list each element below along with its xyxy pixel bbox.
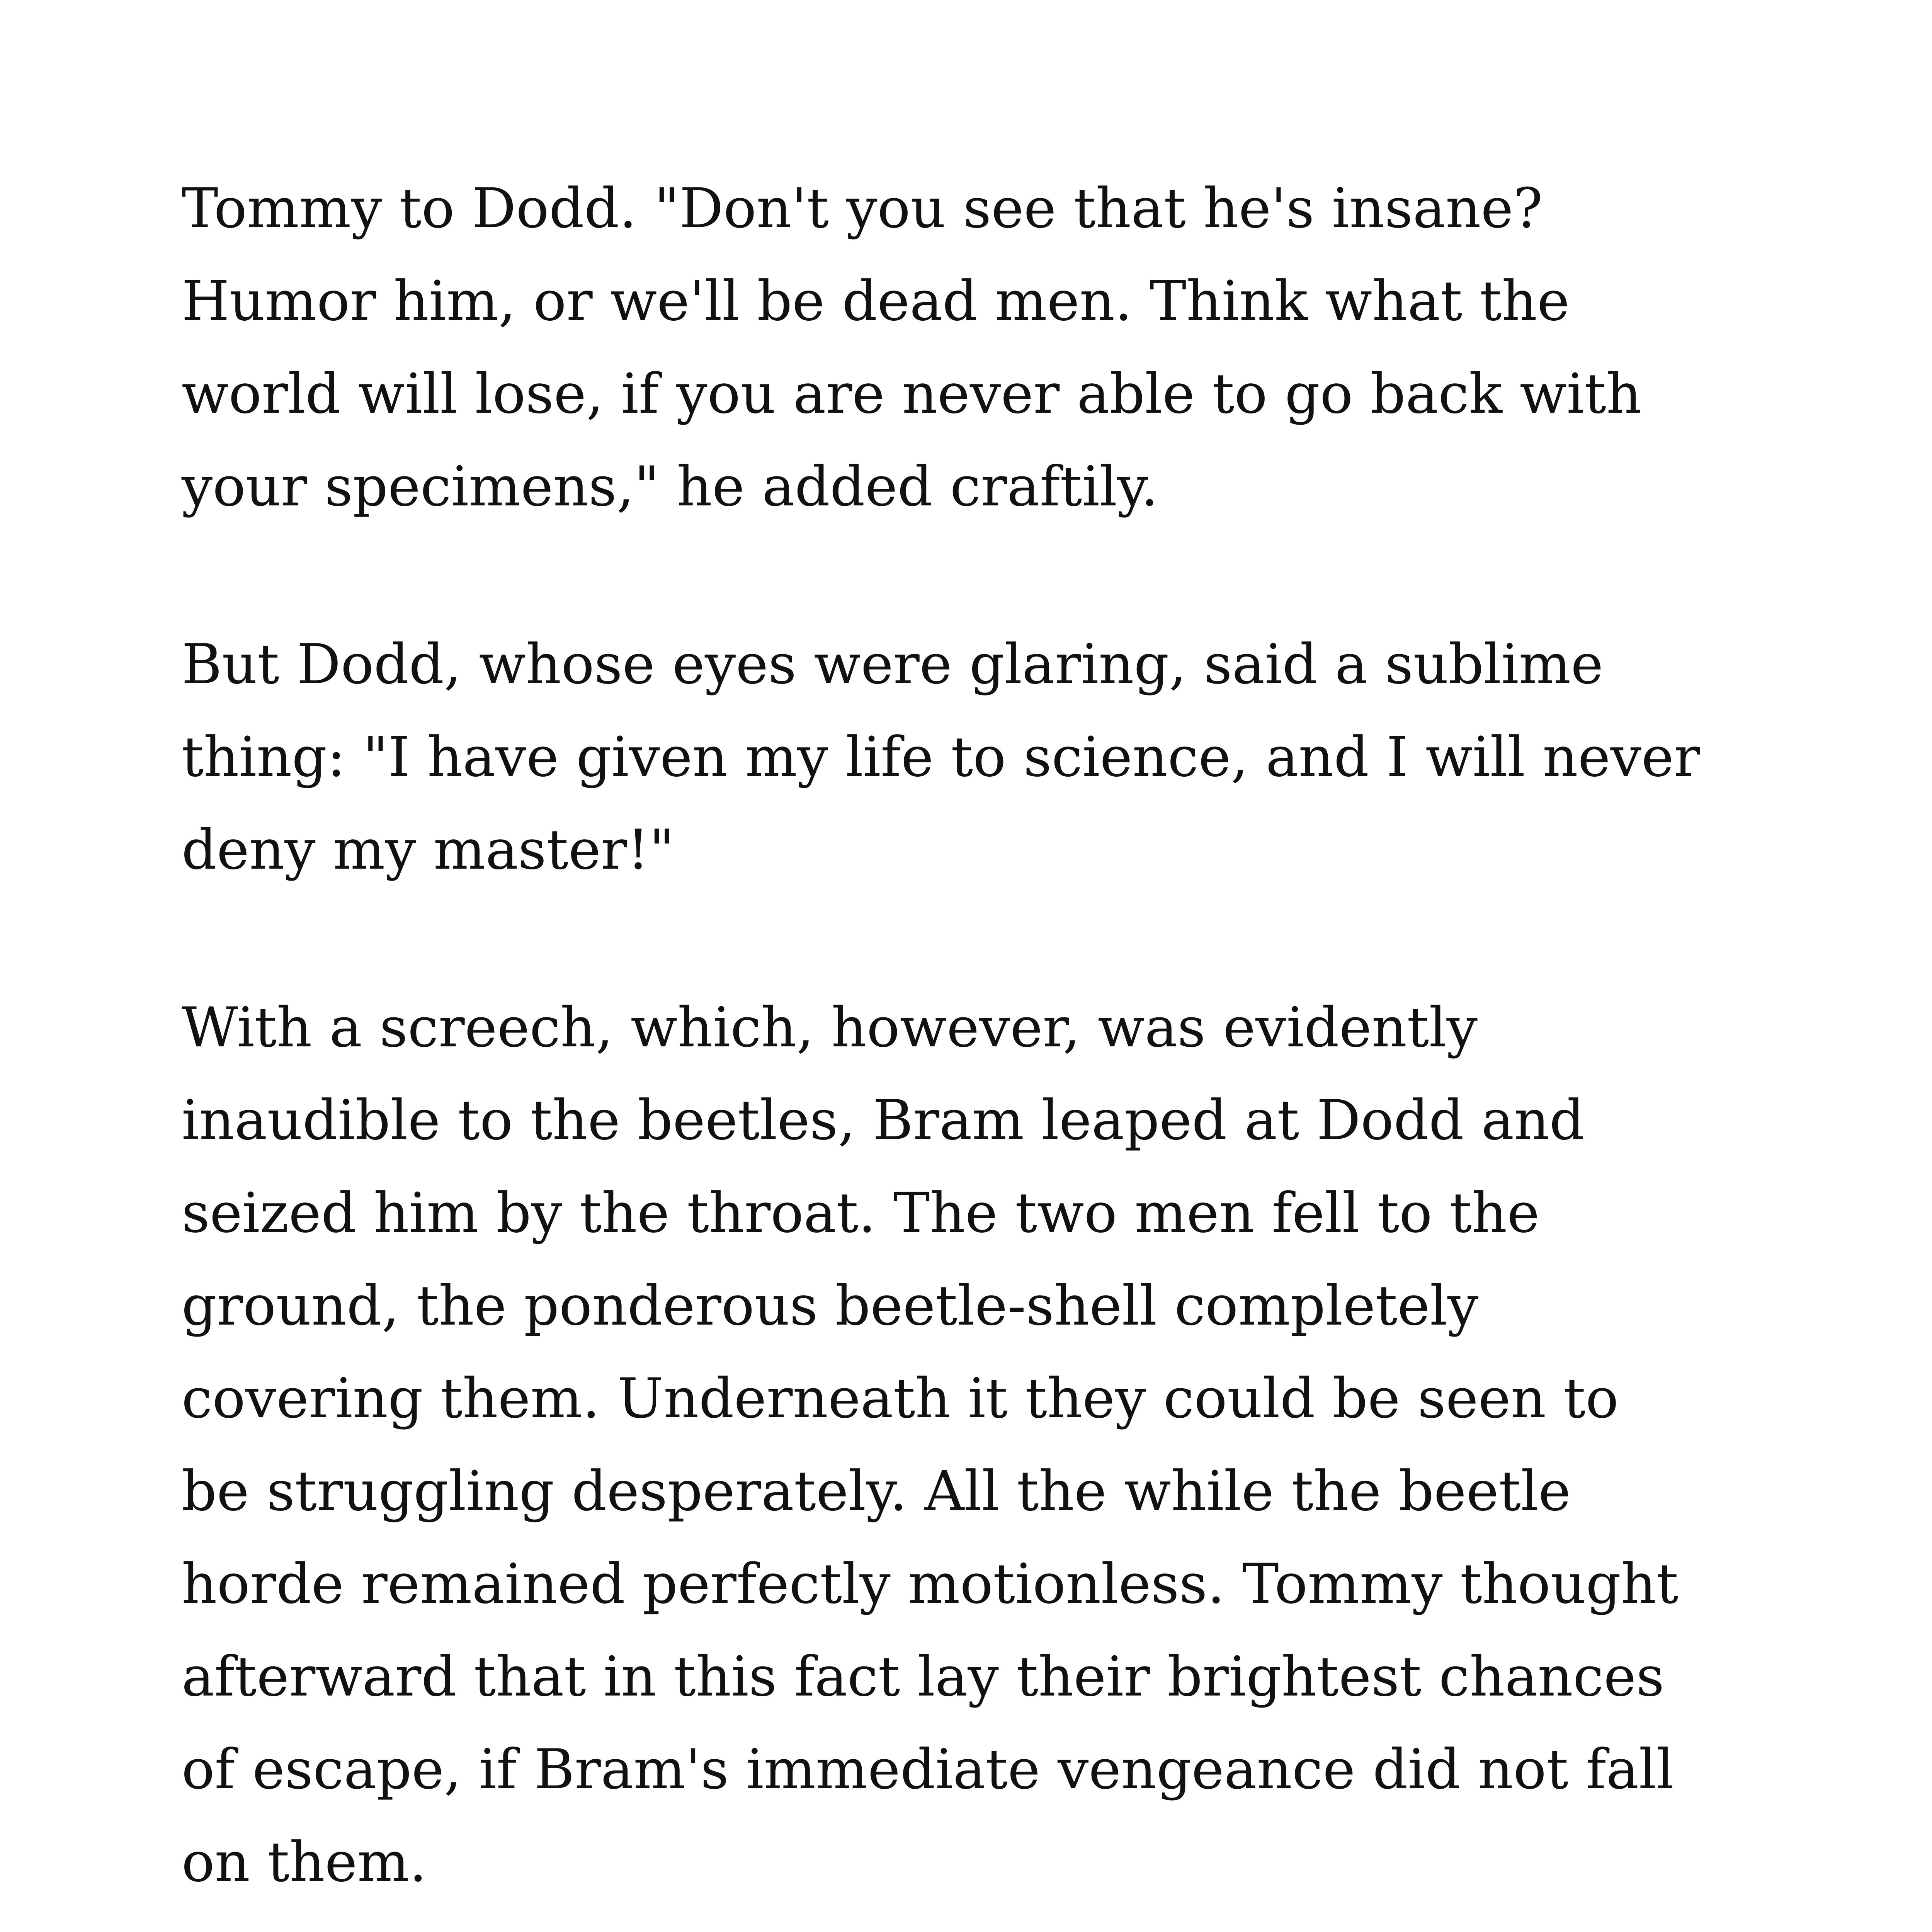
paragraph-spacer [182,1909,1824,1932]
text-line: be struggling desperately. All the while the beetle [182,1459,1571,1523]
text-line: your specimens," he added craftily. [182,455,1158,519]
text-line: afterward that in this fact lay their brightest chances [182,1645,1665,1709]
paragraph-spacer [182,533,1824,618]
text-line: horde remained perfectly motionless. Tommy thought [182,1552,1679,1616]
text-line: on them. [182,1830,427,1894]
paragraph-2 [182,618,1824,896]
paragraph-spacer [182,896,1824,981]
text-line: world will lose, if you are never able to go back with [182,362,1642,426]
text-line: With a screech, which, however, was evidently [182,996,1478,1060]
text-line: But Dodd, whose eyes were glaring, said a sublime [182,633,1604,696]
paragraph-3 [182,981,1824,1909]
text-line: thing: "I have given my life to science, and I will never [182,725,1700,789]
paragraph-1 [182,162,1824,533]
text-line: deny my master!" [182,818,675,882]
text-line: Tommy to Dodd. "Don't you see that he's insane? [182,177,1543,240]
text-line: inaudible to the beetles, Bram leaped at Dodd and [182,1088,1585,1152]
text-line: ground, the ponderous beetle-shell completely [182,1274,1479,1338]
text-line: Humor him, or we'll be dead men. Think what the [182,269,1570,333]
text-line: seized him by the throat. The two men fell to the [182,1181,1540,1245]
body-text [182,162,1824,1932]
text-line: covering them. Underneath it they could be seen to [182,1367,1619,1430]
text-line: of escape, if Bram's immediate vengeance did not fall [182,1738,1674,1801]
